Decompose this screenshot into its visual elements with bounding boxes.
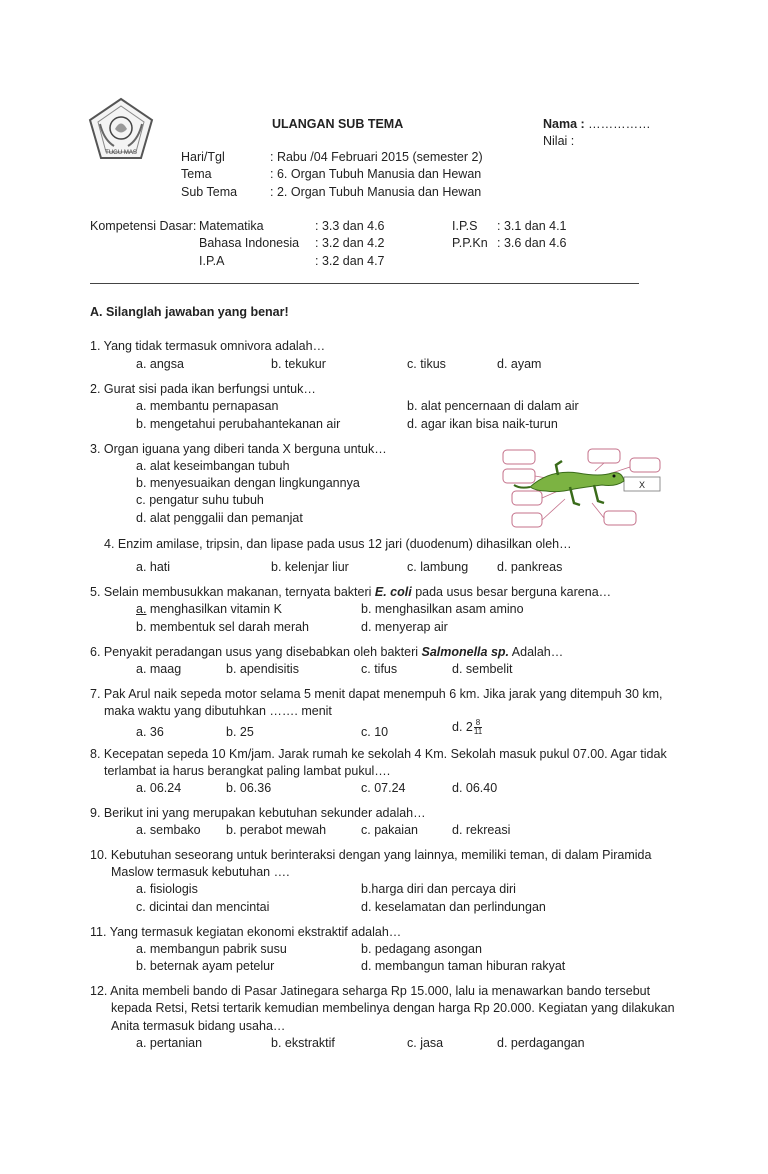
q12-text-line2: kepada Retsi, Retsi tertarik kemudian membelinya dengan harga Rp 20.000. Kegiatan yang dilakukan	[111, 1001, 675, 1015]
q12-option-b[interactable]: b. ekstraktif	[271, 1036, 335, 1050]
q4-option-a[interactable]: a. hati	[136, 560, 171, 574]
q7-option-c[interactable]: c. 10	[361, 725, 389, 739]
nama-label: Nama :	[543, 117, 585, 131]
ipa-value: : 3.2 dan 4.7	[315, 254, 385, 268]
q12-option-d[interactable]: d. perdagangan	[497, 1036, 585, 1050]
iguana-diagram	[500, 447, 662, 531]
q11-option-c[interactable]: b. beternak ayam petelur	[136, 959, 275, 973]
q1-text: 1. Yang tidak termasuk omnivora adalah…	[90, 339, 326, 353]
mat-label: Matematika	[199, 219, 264, 233]
q2-option-d[interactable]: d. agar ikan bisa naik-turun	[407, 417, 558, 431]
q2-text: 2. Gurat sisi pada ikan berfungsi untuk…	[90, 382, 316, 396]
q6-bacteria-name: Salmonella sp.	[421, 645, 510, 659]
q3-option-d[interactable]: d. alat penggalii dan pemanjat	[136, 511, 303, 525]
q10-text-line1: 10. Kebutuhan seseorang untuk berinteraksi dengan yang lainnya, memiliki teman, di dalam Piramida	[90, 848, 652, 862]
q7-option-b[interactable]: b. 25	[226, 725, 254, 739]
q8-option-c[interactable]: c. 07.24	[361, 781, 406, 795]
q8-option-d[interactable]: d. 06.40	[452, 781, 498, 795]
q5-option-a-letter: a.	[136, 602, 147, 616]
q4-option-b[interactable]: b. kelenjar liur	[271, 560, 349, 574]
q7-text-line1: 7. Pak Arul naik sepeda motor selama 5 menit dapat menempuh 6 km. Jika jarak yang ditempuh 30 km,	[90, 687, 663, 701]
ipa-label: I.P.A	[199, 254, 225, 268]
q11-option-a[interactable]: a. membangun pabrik susu	[136, 942, 287, 956]
q6-text-post: Adalah…	[509, 645, 564, 659]
q9-option-c[interactable]: c. pakaian	[361, 823, 418, 837]
q2-option-a[interactable]: a. membantu pernapasan	[136, 399, 279, 413]
q5-bacteria-name: E. coli	[374, 585, 412, 599]
nilai-label: Nilai :	[543, 134, 575, 148]
q2-option-c[interactable]: b. mengetahui perubahantekanan air	[136, 417, 341, 431]
q6-option-a[interactable]: a. maag	[136, 662, 182, 676]
q9-option-b[interactable]: b. perabot mewah	[226, 823, 327, 837]
q7-option-d[interactable]	[452, 719, 482, 736]
q12-text-line1: 12. Anita membeli bando di Pasar Jatinegara seharga Rp 15.000, lalu ia menawarkan bando tersebut	[90, 984, 651, 998]
nama-field	[543, 117, 651, 131]
q3-option-c[interactable]: c. pengatur suhu tubuh	[136, 493, 264, 507]
bi-label: Bahasa Indonesia	[199, 236, 300, 250]
fraction-numerator: 8	[475, 718, 481, 727]
q10-option-b[interactable]: b.harga diri dan percaya diri	[361, 882, 516, 896]
q6-text	[90, 645, 563, 659]
divider-line	[90, 283, 639, 284]
q11-option-b[interactable]: b. pedagang asongan	[361, 942, 482, 956]
nama-value: ……………	[588, 117, 651, 131]
fraction-denominator: 11	[473, 727, 483, 736]
hari-value: : Rabu /04 Februari 2015 (semester 2)	[270, 150, 483, 164]
ips-label: I.P.S	[452, 219, 478, 233]
q5-option-c[interactable]: b. membentuk sel darah merah	[136, 620, 310, 634]
q7-option-d-fraction	[474, 719, 482, 736]
subtema-label: Sub Tema	[181, 185, 238, 199]
q11-text: 11. Yang termasuk kegiatan ekonomi ekstraktif adalah…	[90, 925, 402, 939]
q7-text-line2: maka waktu yang dibutuhkan ……. menit	[104, 704, 332, 718]
q4-option-d[interactable]: d. pankreas	[497, 560, 563, 574]
q2-option-b[interactable]: b. alat pencernaan di dalam air	[407, 399, 579, 413]
logo-text: TUGU MAS	[105, 150, 137, 156]
q9-option-d[interactable]: d. rekreasi	[452, 823, 511, 837]
q1-option-c[interactable]: c. tikus	[407, 357, 446, 371]
q5-option-a[interactable]	[136, 602, 282, 616]
ppkn-label: P.P.Kn	[452, 236, 488, 250]
q5-text-pre: 5. Selain membusukkan makanan, ternyata bakteri	[90, 585, 375, 599]
tema-label: Tema	[181, 167, 212, 181]
q10-option-d[interactable]: d. keselamatan dan perlindungan	[361, 900, 546, 914]
q5-text	[90, 585, 611, 599]
iguana-x-mark: X	[639, 480, 646, 490]
q8-text-line1: 8. Kecepatan sepeda 10 Km/jam. Jarak rumah ke sekolah 4 Km. Sekolah masuk pukul 07.00. Agar tidak	[90, 747, 667, 761]
q9-option-a[interactable]: a. sembako	[136, 823, 201, 837]
q12-text-line3: Anita termasuk bidang usaha…	[111, 1019, 286, 1033]
hari-label: Hari/Tgl	[181, 150, 225, 164]
page-title: ULANGAN SUB TEMA	[272, 117, 404, 131]
q8-text-line2: terlambat ia harus berangkat paling lambat pukul….	[104, 764, 391, 778]
q10-text-line2: Maslow termasuk kebutuhan ….	[111, 865, 290, 879]
q5-option-a-text: menghasilkan vitamin K	[146, 602, 282, 616]
q1-option-a[interactable]: a. angsa	[136, 357, 184, 371]
q5-text-post: pada usus besar berguna karena…	[411, 585, 612, 599]
q10-option-a[interactable]: a. fisiologis	[136, 882, 198, 896]
q9-text: 9. Berikut ini yang merupakan kebutuhan sekunder adalah…	[90, 806, 426, 820]
q4-option-c[interactable]: c. lambung	[407, 560, 469, 574]
q6-option-d[interactable]: d. sembelit	[452, 662, 513, 676]
bi-value: : 3.2 dan 4.2	[315, 236, 385, 250]
q5-option-d[interactable]: d. menyerap air	[361, 620, 448, 634]
q3-option-b[interactable]: b. menyesuaikan dengan lingkungannya	[136, 476, 360, 490]
q1-option-d[interactable]: d. ayam	[497, 357, 542, 371]
kompetensi-label: Kompetensi Dasar:	[90, 219, 197, 233]
q4-text: 4. Enzim amilase, tripsin, dan lipase pada usus 12 jari (duodenum) dihasilkan oleh…	[104, 537, 572, 551]
q11-option-d[interactable]: d. membangun taman hiburan rakyat	[361, 959, 566, 973]
q3-option-a[interactable]: a. alat keseimbangan tubuh	[136, 459, 290, 473]
tema-value: : 6. Organ Tubuh Manusia dan Hewan	[270, 167, 482, 181]
q12-option-c[interactable]: c. jasa	[407, 1036, 444, 1050]
q1-option-b[interactable]: b. tekukur	[271, 357, 326, 371]
q10-option-c[interactable]: c. dicintai dan mencintai	[136, 900, 270, 914]
q7-option-a[interactable]: a. 36	[136, 725, 164, 739]
q7-option-d-whole: d. 2	[452, 719, 473, 734]
q6-text-pre: 6. Penyakit peradangan usus yang disebabkan oleh bakteri	[90, 645, 422, 659]
ips-value: : 3.1 dan 4.1	[497, 219, 567, 233]
school-logo	[86, 96, 156, 162]
q3-text: 3. Organ iguana yang diberi tanda X berguna untuk…	[90, 442, 387, 456]
q12-option-a[interactable]: a. pertanian	[136, 1036, 203, 1050]
section-a-title: A. Silanglah jawaban yang benar!	[90, 305, 289, 319]
q6-option-c[interactable]: c. tifus	[361, 662, 398, 676]
mat-value: : 3.3 dan 4.6	[315, 219, 385, 233]
q8-option-b[interactable]: b. 06.36	[226, 781, 272, 795]
q8-option-a[interactable]: a. 06.24	[136, 781, 182, 795]
subtema-value: : 2. Organ Tubuh Manusia dan Hewan	[270, 185, 482, 199]
q5-option-b[interactable]: b. menghasilkan asam amino	[361, 602, 524, 616]
q6-option-b[interactable]: b. apendisitis	[226, 662, 299, 676]
ppkn-value: : 3.6 dan 4.6	[497, 236, 567, 250]
